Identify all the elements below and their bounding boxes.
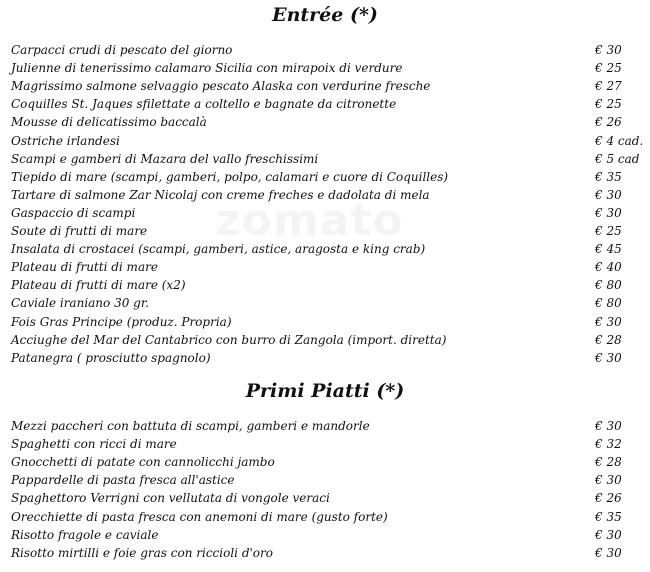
menu-item [11,544,623,562]
menu-item-price: € 25 [595,97,622,112]
menu-item [11,186,623,204]
menu-item-name: Spaghetti con ricci di mare [11,437,177,452]
menu-item-price: € 40 [595,260,622,275]
menu-item-price: € 25 [595,224,622,238]
menu-item-name: Gaspaccio di scampi [11,205,136,220]
menu-item [11,349,623,367]
menu-item-name: Plateau di frutti di mare (x2) [11,278,186,293]
menu-item-name: Tartare di salmone Zar Nicolaj con creme freches e dadolata di mela [11,187,430,202]
menu-item-name: Risotto fragole e caviale [11,527,159,542]
menu-item [11,258,623,276]
menu-item-price: € 30 [595,527,622,542]
menu-item-price: € 32 [595,437,622,452]
menu-item [11,77,623,95]
menu-item-name: Soute di frutti di mare [11,224,148,238]
menu-item-name: Coquilles St. Jaques sfilettate a coltello e bagnate da citronette [11,97,397,112]
menu-item [11,113,623,131]
menu-item [11,168,623,186]
menu-item [11,453,623,471]
menu-item [11,132,644,150]
menu-item [11,204,623,222]
menu-item-price: € 30 [595,419,622,433]
menu-item-price: € 80 [595,278,622,293]
menu-item-name: Tiepido di mare (scampi, gamberi, polpo, calamari e cuore di Coquilles) [11,169,449,184]
menu-item-price: € 4 cad. [595,133,644,148]
section-title-entree: Entrée (*) [272,4,378,26]
menu-item-name: Gnocchetti di patate con cannolicchi jambo [11,455,275,470]
menu-item-price: € 5 cad [595,151,640,166]
menu-item-price: € 30 [595,314,622,329]
menu-item-price: € 27 [595,79,622,94]
menu-item [11,526,623,544]
menu-item-price: € 45 [595,242,622,257]
menu-item-name: Plateau di frutti di mare [11,260,158,275]
menu-item-name: Mezzi paccheri con battuta di scampi, gamberi e mandorle [11,419,370,433]
menu-item-name: Risotto mirtilli e foie gras con riccioli d'oro [11,545,273,560]
menu-item-name: Insalata di crostacei (scampi, gamberi, astice, aragosta e king crab) [11,242,426,257]
menu-item-price: € 30 [595,205,622,220]
menu-item-name: Scampi e gamberi di Mazara del vallo freschissimi [11,151,319,166]
menu-item-price: € 28 [595,332,622,347]
menu-item-price: € 35 [595,509,622,524]
menu-item [11,489,623,507]
menu-item [11,331,623,349]
menu-item [11,417,623,435]
menu-item-name: Mousse di delicatissimo baccalà [11,115,207,130]
menu-item-price: € 28 [595,455,622,470]
menu-item [11,313,623,331]
menu-item [11,294,623,312]
menu-item-name: Pappardelle di pasta fresca all'astice [11,473,235,488]
menu-item [11,508,623,526]
menu-item-name: Patanegra ( prosciutto spagnolo) [11,350,211,365]
menu-item-name: Julienne di tenerissimo calamaro Sicilia con mirapoix di verdure [11,61,403,76]
menu-item [11,95,623,113]
menu-item [11,240,623,258]
menu-item-price: € 30 [595,350,622,365]
menu-item [11,150,640,168]
menu-item-name: Acciughe del Mar del Cantabrico con burro di Zangola (import. diretta) [11,332,447,347]
menu-item-name: Orecchiette di pasta fresca con anemoni di mare (gusto forte) [11,509,388,524]
menu-item [11,41,623,59]
menu-item [11,222,623,240]
menu-item-name: Spaghettoro Verrigni con vellutata di vongole veraci [11,491,330,506]
menu-item [11,276,623,294]
menu-item-price: € 25 [595,61,622,76]
menu-item-price: € 26 [595,115,622,130]
menu-item-name: Caviale iraniano 30 gr. [11,296,150,311]
menu-item-price: € 26 [595,491,622,506]
menu-item-name: Ostriche irlandesi [11,133,120,148]
menu-item-price: € 30 [595,545,622,560]
menu-item-name: Carpacci crudi di pescato del giorno [11,43,233,57]
menu-item [11,435,623,453]
menu-item-price: € 30 [595,473,622,488]
menu-item-price: € 30 [595,43,622,57]
menu-item-name: Fois Gras Principe (produz. Propria) [11,314,232,329]
menu-item [11,471,623,489]
menu-item-price: € 80 [595,296,622,311]
menu-item [11,59,623,77]
menu-item-name: Magrissimo salmone selvaggio pescato Alaska con verdurine fresche [11,79,431,94]
section-title-primi-piatti: Primi Piatti (*) [245,380,405,402]
menu-item-price: € 30 [595,187,622,202]
menu-item-price: € 35 [595,169,622,184]
